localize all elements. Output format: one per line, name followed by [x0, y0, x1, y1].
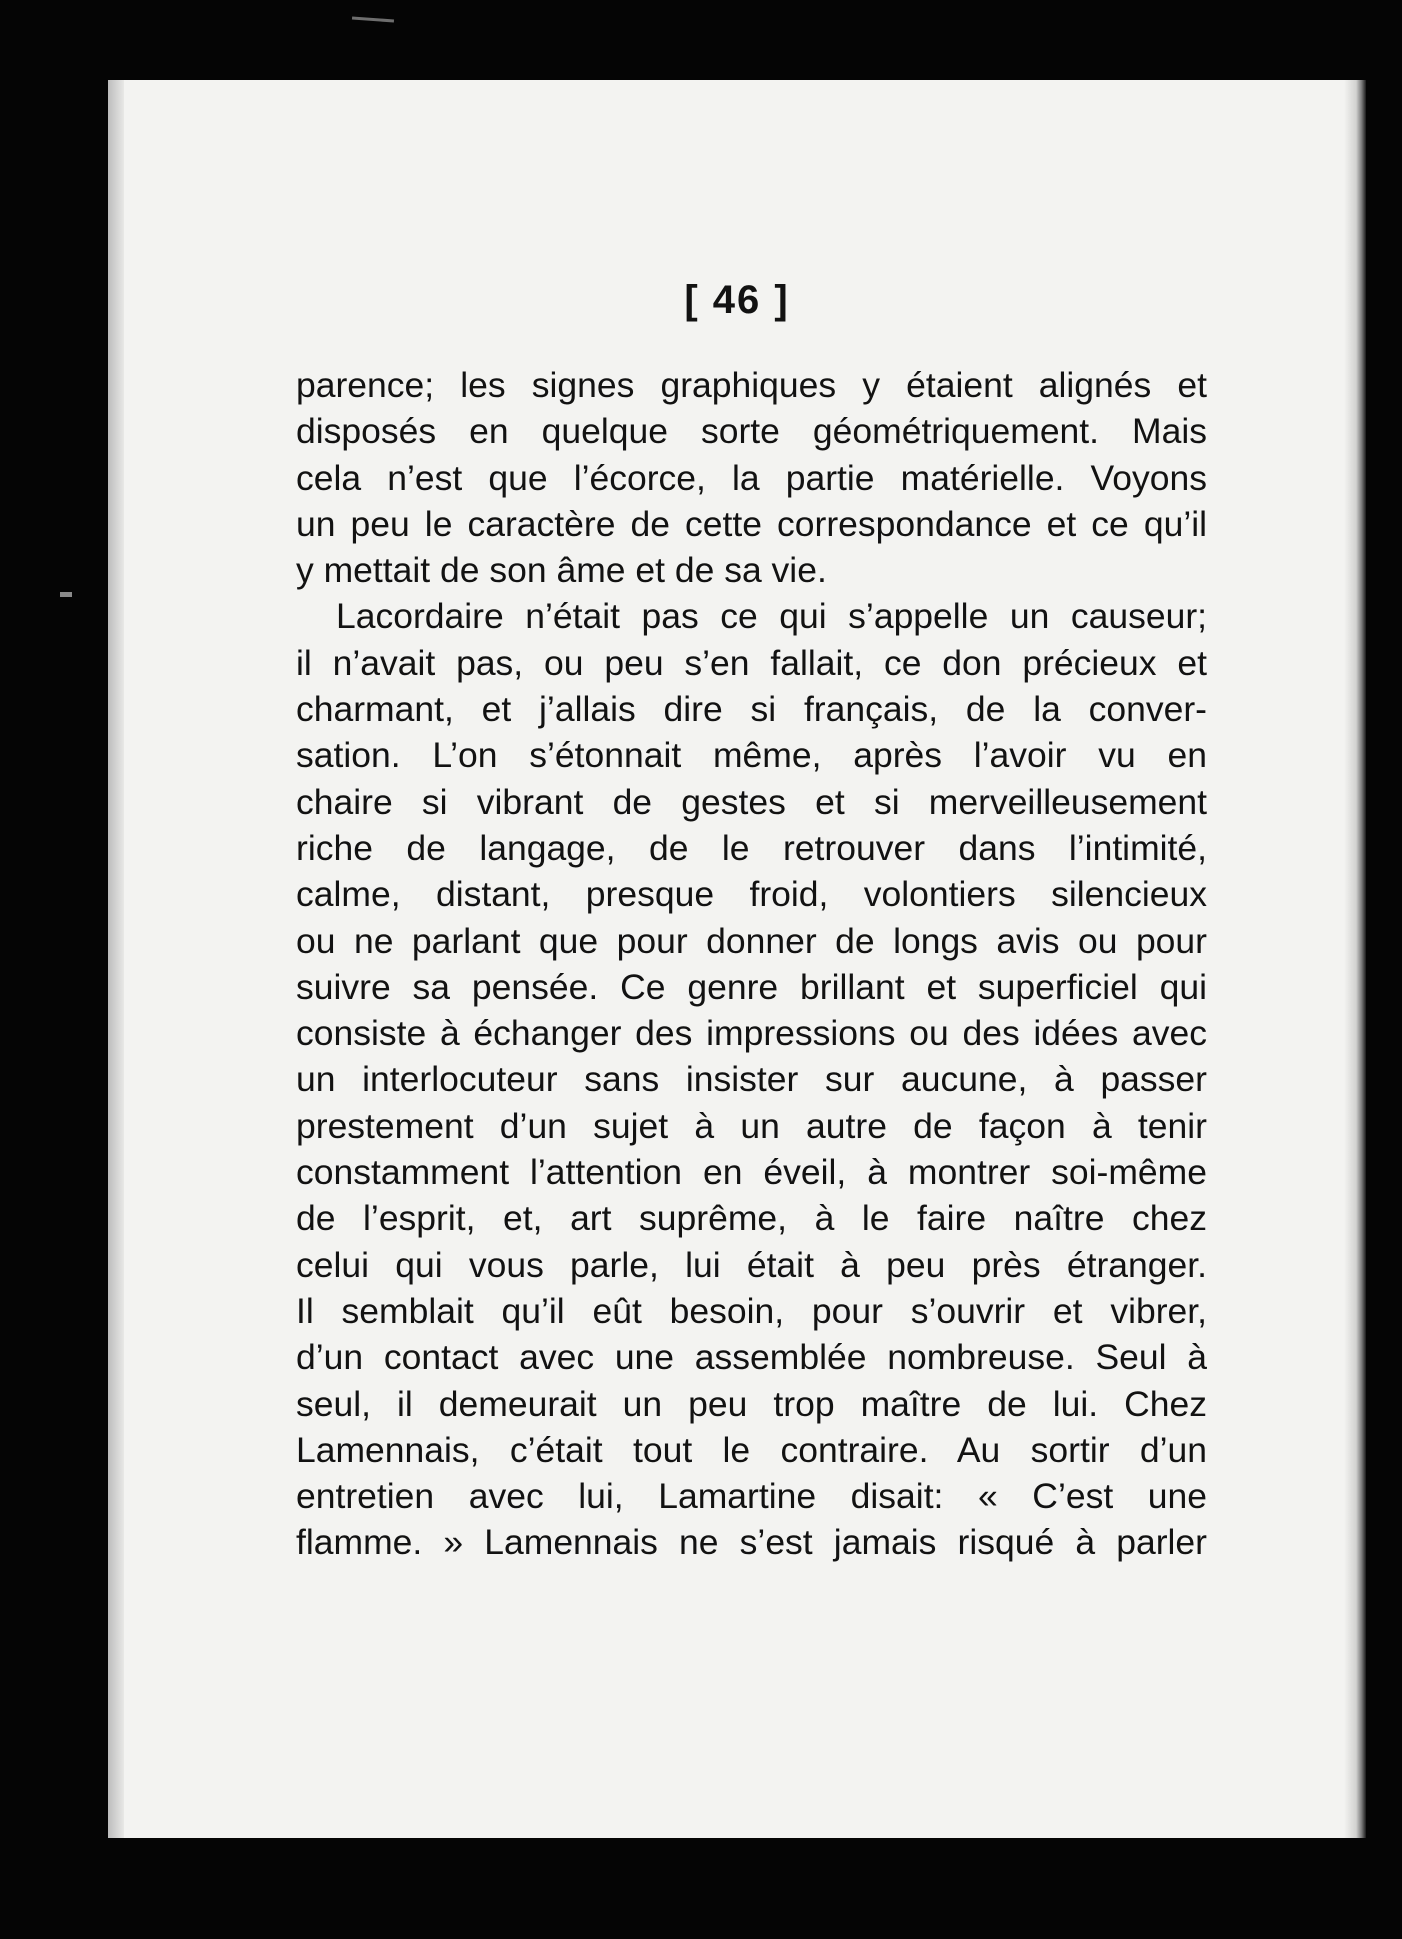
page-right-edge: [1344, 80, 1366, 1838]
text-line: de l’esprit, et, art suprême, à le faire naître chez: [296, 1198, 1207, 1239]
text-line: un interlocuteur sans insister sur aucune, à passer: [296, 1059, 1207, 1100]
text-line: riche de langage, de le retrouver dans l’intimité,: [296, 827, 1207, 868]
text-line: calme, distant, presque froid, volontiers silencieux: [296, 874, 1207, 915]
text-line: Lamennais, c’était tout le contraire. Au sortir d’un: [296, 1429, 1207, 1470]
text-line: disposés en quelque sorte géométriquement. Mais: [296, 411, 1207, 452]
text-line: il n’avait pas, ou peu s’en fallait, ce don précieux et: [296, 642, 1207, 683]
text-line: suivre sa pensée. Ce genre brillant et superficiel qui: [296, 966, 1207, 1007]
paragraph-first-line: Lacordaire n’était pas ce qui s’appelle un causeur;: [336, 596, 1207, 637]
book-page: [108, 80, 1366, 1838]
page-number: [ 46 ]: [684, 278, 790, 322]
text-line: sation. L’on s’étonnait même, après l’avoir vu en: [296, 735, 1207, 776]
text-line: Il semblait qu’il eût besoin, pour s’ouvrir et vibrer,: [296, 1290, 1207, 1331]
text-line: consiste à échanger des impressions ou des idées avec: [296, 1013, 1207, 1054]
text-line: cela n’est que l’écorce, la partie matérielle. Voyons: [296, 457, 1207, 498]
scan-artifact-mark: [352, 17, 394, 23]
text-line: prestement d’un sujet à un autre de façon à tenir: [296, 1105, 1207, 1146]
text-line: flamme. » Lamennais ne s’est jamais risqué à parler: [296, 1522, 1207, 1563]
text-line: d’un contact avec une assemblée nombreuse. Seul à: [296, 1337, 1207, 1378]
text-line: y mettait de son âme et de sa vie.: [296, 550, 827, 591]
text-line: chaire si vibrant de gestes et si merveilleusement: [296, 781, 1207, 822]
text-line: constamment l’attention en éveil, à montrer soi-même: [296, 1152, 1207, 1193]
page-body-text: [296, 362, 1207, 1566]
scan-artifact-speck: [60, 592, 72, 597]
page-left-edge: [108, 80, 124, 1838]
text-line: ou ne parlant que pour donner de longs avis ou pour: [296, 920, 1207, 961]
text-line: celui qui vous parle, lui était à peu près étranger.: [296, 1244, 1207, 1285]
text-line: entretien avec lui, Lamartine disait: « C’est une: [296, 1476, 1207, 1517]
text-line: charmant, et j’allais dire si français, de la conver-: [296, 689, 1207, 730]
text-line: un peu le caractère de cette correspondance et ce qu’il: [296, 503, 1207, 544]
text-line: seul, il demeurait un peu trop maître de lui. Chez: [296, 1383, 1207, 1424]
text-line: parence; les signes graphiques y étaient alignés et: [296, 365, 1207, 405]
